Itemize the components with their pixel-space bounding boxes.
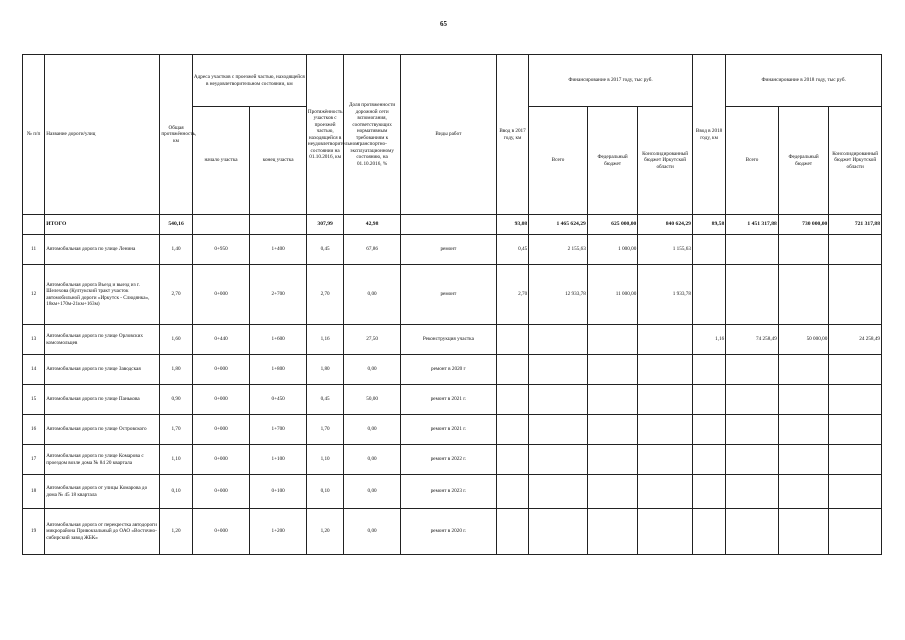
cell-end: 0+450 [250,385,307,415]
cell-input2017 [496,325,528,355]
cell-num: 15 [23,385,45,415]
cell-input2018 [692,475,725,509]
cell-unsat: 0,10 [306,475,343,509]
cell-name: Автомобильная дорога по улице Панькова [45,385,160,415]
cell-fed2018: 50 000,00 [778,325,829,355]
totals-length: 540,16 [160,215,192,235]
cell-total2018 [726,355,779,385]
cell-works: Реконструкция участка [400,325,496,355]
cell-name: Автомобильная дорога по улице Комарова с проездом возле дома № 84 20 квартала [45,445,160,475]
cell-works: ремонт в 2021 г. [400,415,496,445]
cell-fed2017 [587,325,638,355]
table-row [23,235,882,265]
cell-share: 0,00 [344,445,401,475]
cell-input2017: 2,70 [496,265,528,325]
cell-cons2018 [829,475,882,509]
cell-end: 1+600 [250,325,307,355]
totals-end [250,215,307,235]
header-works: Виды работ [400,55,496,215]
header-name: Название дороги/улиц [45,55,160,215]
cell-fed2018 [778,235,829,265]
cell-total2018 [726,265,779,325]
cell-total2018 [726,509,779,555]
cell-total2017 [529,475,588,509]
totals-row [23,215,882,235]
cell-length: 1,60 [160,325,192,355]
cell-name: Автомобильная дорога от перекрестка автодороги микрорайона Привокзальный до ОАО «Восточно-сибирский завод ЖБК» [45,509,160,555]
cell-cons2017 [638,385,693,415]
cell-end: 0+100 [250,475,307,509]
header-row-1 [23,55,882,107]
cell-fed2018 [778,415,829,445]
cell-start: 0+000 [192,509,250,555]
totals-federal-2017: 625 000,00 [587,215,638,235]
totals-label: ИТОГО [45,215,160,235]
totals-total-2017: 1 465 624,29 [529,215,588,235]
cell-cons2017: 1 155,63 [638,235,693,265]
header-share: Доля протяженности дорожной сети вспомогания, соответствующих нормативным требованиям к транспортно-эксплуатационному состоянию, на 01.10.2016, % [344,55,401,215]
cell-total2018 [726,415,779,445]
cell-start: 0+000 [192,355,250,385]
header-federal-2017: Федеральный бюджет [587,107,638,215]
cell-num: 18 [23,475,45,509]
header-fin-2018: Финансирование в 2018 году, тыс руб. [726,55,882,107]
cell-fed2017: 1 000,00 [587,235,638,265]
cell-cons2017 [638,415,693,445]
cell-length: 0,10 [160,475,192,509]
totals-consolidated-2018: 721 317,88 [829,215,882,235]
cell-start: 0+000 [192,415,250,445]
cell-input2018 [692,509,725,555]
table-row [23,355,882,385]
cell-start: 0+000 [192,265,250,325]
header-total-2018: Всего [726,107,779,215]
cell-total2017 [529,509,588,555]
cell-cons2017 [638,475,693,509]
cell-total2018 [726,385,779,415]
cell-input2018 [692,355,725,385]
totals-total-2018: 1 451 317,88 [726,215,779,235]
cell-input2018 [692,385,725,415]
cell-input2017 [496,385,528,415]
totals-input-2017: 93,08 [496,215,528,235]
cell-input2017 [496,509,528,555]
cell-total2017 [529,355,588,385]
totals-federal-2018: 730 000,00 [778,215,829,235]
cell-works: ремонт в 2020 г [400,355,496,385]
cell-unsat: 1,80 [306,355,343,385]
cell-name: Автомобильная дорога по улице Ленина [45,235,160,265]
header-end: конец участка [250,107,307,215]
cell-cons2017 [638,355,693,385]
cell-share: 0,00 [344,509,401,555]
table-row [23,415,882,445]
cell-cons2018 [829,355,882,385]
cell-total2017: 2 155,63 [529,235,588,265]
cell-total2018: 74 258,49 [726,325,779,355]
cell-num: 19 [23,509,45,555]
cell-works: ремонт в 2022 г. [400,445,496,475]
cell-input2018: 1,16 [692,325,725,355]
cell-unsat: 2,70 [306,265,343,325]
cell-fed2017: 11 000,00 [587,265,638,325]
header-address-group: Адреса участков с проезжей частью, находящейся в неудовлетворительном состоянии, км [192,55,306,107]
cell-num: 16 [23,415,45,445]
cell-total2017 [529,415,588,445]
cell-works: ремонт в 2021 г. [400,385,496,415]
cell-end: 1+400 [250,235,307,265]
cell-fed2018 [778,509,829,555]
cell-fed2017 [587,385,638,415]
cell-total2017: 12 933,78 [529,265,588,325]
cell-start: 0+000 [192,385,250,415]
cell-cons2017: 1 933,78 [638,265,693,325]
cell-works: ремонт [400,265,496,325]
cell-name: Автомобильная дорога по улице Заводская [45,355,160,385]
cell-cons2018 [829,445,882,475]
roads-table [22,54,882,555]
cell-cons2018 [829,415,882,445]
cell-share: 67,86 [344,235,401,265]
cell-length: 1,40 [160,235,192,265]
cell-fed2018 [778,355,829,385]
cell-length: 0,90 [160,385,192,415]
cell-num: 14 [23,355,45,385]
totals-input-2018: 89,58 [692,215,725,235]
header-length: Общая протяжённость, км [160,55,192,215]
cell-num: 13 [23,325,45,355]
cell-input2017 [496,415,528,445]
header-total-2017: Всего [529,107,588,215]
cell-unsat: 1,20 [306,509,343,555]
cell-length: 1,10 [160,445,192,475]
table-row [23,509,882,555]
cell-input2018 [692,265,725,325]
cell-input2018 [692,235,725,265]
cell-fed2017 [587,355,638,385]
cell-share: 50,00 [344,385,401,415]
cell-length: 1,20 [160,509,192,555]
cell-num: 11 [23,235,45,265]
header-consolidated-2017: Консолидированный бюджет Иркутской области [638,107,693,215]
header-consolidated-2018: Консолидированный бюджет Иркутской области [829,107,882,215]
cell-share: 0,00 [344,265,401,325]
cell-total2018 [726,475,779,509]
cell-cons2018 [829,235,882,265]
cell-length: 2,70 [160,265,192,325]
cell-unsat: 0,45 [306,235,343,265]
cell-input2017: 0,45 [496,235,528,265]
totals-unsat: 307,99 [306,215,343,235]
totals-consolidated-2017: 840 624,29 [638,215,693,235]
cell-total2018 [726,445,779,475]
cell-unsat: 0,45 [306,385,343,415]
cell-end: 1+800 [250,355,307,385]
cell-start: 0+440 [192,325,250,355]
cell-end: 1+700 [250,415,307,445]
header-unsat-length: Протяжённость участков с проезжей частью, находящейся в неудовлетворительном состоянии на 01.10.2016, км [306,55,343,215]
cell-cons2018 [829,385,882,415]
cell-unsat: 1,16 [306,325,343,355]
cell-num: 12 [23,265,45,325]
table-row [23,445,882,475]
cell-fed2018 [778,385,829,415]
cell-fed2017 [587,445,638,475]
page-number: 65 [440,20,447,28]
cell-share: 27,50 [344,325,401,355]
cell-total2017 [529,445,588,475]
cell-input2017 [496,445,528,475]
cell-start: 0+000 [192,445,250,475]
cell-start: 0+950 [192,235,250,265]
cell-end: 1+200 [250,509,307,555]
cell-cons2018 [829,265,882,325]
cell-fed2018 [778,475,829,509]
cell-name: Автомобильная дорога по улице Островского [45,415,160,445]
cell-cons2018: 24 258,49 [829,325,882,355]
cell-share: 0,00 [344,475,401,509]
cell-cons2018 [829,509,882,555]
cell-start: 0+000 [192,475,250,509]
header-fin-2017: Финансирование в 2017 году, тыс руб. [529,55,693,107]
totals-start [192,215,250,235]
cell-total2018 [726,235,779,265]
cell-fed2017 [587,509,638,555]
header-federal-2018: Федеральный бюджет [778,107,829,215]
cell-fed2017 [587,475,638,509]
cell-fed2018 [778,445,829,475]
cell-cons2017 [638,325,693,355]
cell-input2018 [692,415,725,445]
cell-length: 1,80 [160,355,192,385]
table-row [23,265,882,325]
cell-total2017 [529,325,588,355]
cell-cons2017 [638,445,693,475]
table-row [23,475,882,509]
header-num: № п/п [23,55,45,215]
cell-share: 0,00 [344,355,401,385]
cell-num: 17 [23,445,45,475]
cell-input2017 [496,475,528,509]
cell-works: ремонт в 2020 г. [400,509,496,555]
cell-fed2018 [778,265,829,325]
cell-input2018 [692,445,725,475]
cell-name: Автомобильная дорога от улицы Комарова до дома № 45 18 квартала [45,475,160,509]
cell-unsat: 1,70 [306,415,343,445]
header-input-2017: Ввод в 2017 году, км [496,55,528,215]
cell-unsat: 1,10 [306,445,343,475]
totals-num [23,215,45,235]
table-row [23,385,882,415]
cell-end: 1+100 [250,445,307,475]
totals-works [400,215,496,235]
cell-input2017 [496,355,528,385]
cell-works: ремонт в 2023 г. [400,475,496,509]
cell-name: Автомобильная дорога по улице Орловских комсомольцев [45,325,160,355]
table-row [23,325,882,355]
header-input-2018: Ввод в 2018 году, км [692,55,725,215]
cell-length: 1,70 [160,415,192,445]
cell-cons2017 [638,509,693,555]
cell-works: ремонт [400,235,496,265]
cell-name: Автомобильная дорога Въезд и выезд из г. Шелехова (Култукский тракт участок автомобильной дороги «Иркутск - Слюдянка», 18км+170м-21км+163м) [45,265,160,325]
header-start: начало участка [192,107,250,215]
totals-share: 42,98 [344,215,401,235]
cell-share: 0,00 [344,415,401,445]
cell-total2017 [529,385,588,415]
cell-fed2017 [587,415,638,445]
cell-end: 2+700 [250,265,307,325]
